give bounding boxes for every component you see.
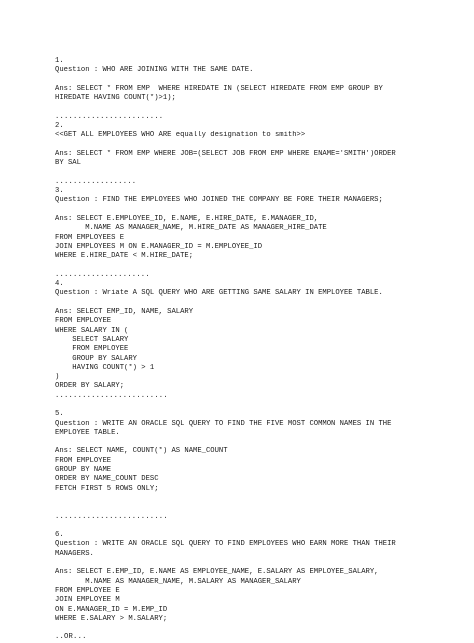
answer-line: GROUP BY NAME [55, 466, 112, 475]
separator-line: ..................... [55, 270, 150, 279]
separator-line: .................. [55, 177, 137, 186]
question-number: 4. [55, 280, 64, 289]
answer-line: MANAGERS. [55, 549, 94, 558]
answer-line: ORDER BY SALARY; [55, 382, 125, 391]
answer-line: FROM EMPLOYEE [55, 456, 112, 465]
question-text: Question : WRITE AN ORACLE SQL QUERY TO FIND EMPLOYEES WHO EARN MORE THAN THEIR [55, 540, 396, 549]
answer-line: JOIN EMPLOYEE M [55, 596, 120, 605]
question-text: Question : WRITE AN ORACLE SQL QUERY TO FIND THE FIVE MOST COMMON NAMES IN THE [55, 419, 392, 428]
answer-line: Ans: SELECT * FROM EMP WHERE JOB=(SELECT JOB FROM EMP WHERE ENAME='SMITH')ORDER [55, 149, 396, 158]
answer-line: Ans: SELECT * FROM EMP WHERE HIREDATE IN (SELECT HIREDATE FROM EMP GROUP BY [55, 84, 383, 93]
separator-line: ........................ [55, 112, 164, 121]
blank-line [55, 76, 465, 85]
blank-line [55, 206, 465, 215]
answer-line: ON E.MANAGER_ID = M.EMP_ID [55, 605, 168, 614]
answer-line: ORDER BY NAME_COUNT DESC [55, 475, 159, 484]
question-text: Question : Wriate A SQL QUERY WHO ARE GETTING SAME SALARY IN EMPLOYEE TABLE. [55, 289, 383, 298]
blank-line [55, 624, 465, 633]
document-page [55, 57, 465, 643]
blank-line [55, 503, 465, 512]
answer-line: BY SAL [55, 159, 81, 168]
blank-line [55, 438, 465, 447]
answer-line: FROM EMPLOYEE [55, 345, 129, 354]
answer-line: FETCH FIRST 5 ROWS ONLY; [55, 484, 159, 493]
answer-line: SELECT SALARY [55, 335, 129, 344]
blank-line [55, 522, 465, 531]
answer-line: WHERE SALARY IN ( [55, 326, 129, 335]
question-text: <<GET ALL EMPLOYEES WHO ARE equally designation to smith>> [55, 131, 306, 140]
question-number: 6. [55, 531, 64, 540]
answer-line: WHERE E.HIRE_DATE < M.HIRE_DATE; [55, 252, 194, 261]
blank-line [55, 299, 465, 308]
answer-line: M.NAME AS MANAGER_NAME, M.SALARY AS MANAGER_SALARY [55, 577, 301, 586]
question-number: 2. [55, 122, 64, 131]
answer-line: HIREDATE HAVING COUNT(*)>1); [55, 94, 176, 103]
blank-line [55, 262, 465, 271]
separator-line: ..OR... [55, 633, 87, 642]
answer-line: ) [55, 373, 60, 382]
answer-line: Ans: SELECT E.EMPLOYEE_ID, E.NAME, E.HIRE_DATE, E.MANAGER_ID, [55, 215, 319, 224]
answer-line: Ans: SELECT NAME, COUNT(*) AS NAME_COUNT [55, 447, 228, 456]
answer-line: FROM EMPLOYEE [55, 317, 112, 326]
blank-line [55, 141, 465, 150]
question-text: Question : WHO ARE JOINING WITH THE SAME DATE. [55, 66, 254, 75]
answer-line: Ans: SELECT E.EMP_ID, E.NAME AS EMPLOYEE_NAME, E.SALARY AS EMPLOYEE_SALARY, [55, 568, 379, 577]
answer-line: FROM EMPLOYEES E [55, 233, 125, 242]
blank-line [55, 103, 465, 112]
separator-line: ......................... [55, 512, 168, 521]
blank-line [55, 169, 465, 178]
answer-line: HAVING COUNT(*) > 1 [55, 363, 155, 372]
answer-line: M.NAME AS MANAGER_NAME, M.HIRE_DATE AS MANAGER_HIRE_DATE [55, 224, 327, 233]
question-number: 1. [55, 57, 64, 65]
blank-line [55, 494, 465, 503]
question-number: 5. [55, 410, 64, 419]
answer-line: GROUP BY SALARY [55, 354, 137, 363]
answer-line: EMPLOYEE TABLE. [55, 428, 120, 437]
answer-line: FROM EMPLOYEE E [55, 586, 120, 595]
blank-line [55, 559, 465, 568]
question-text: Question : FIND THE EMPLOYEES WHO JOINED THE COMPANY BE FORE THEIR MANAGERS; [55, 196, 383, 205]
separator-line: ......................... [55, 391, 168, 400]
question-number: 3. [55, 187, 64, 196]
answer-line: WHERE E.SALARY > M.SALARY; [55, 614, 168, 623]
blank-line [55, 401, 465, 410]
answer-line: JOIN EMPLOYEES M ON E.MANAGER_ID = M.EMPLOYEE_ID [55, 242, 263, 251]
answer-line: Ans: SELECT EMP_ID, NAME, SALARY [55, 308, 194, 317]
